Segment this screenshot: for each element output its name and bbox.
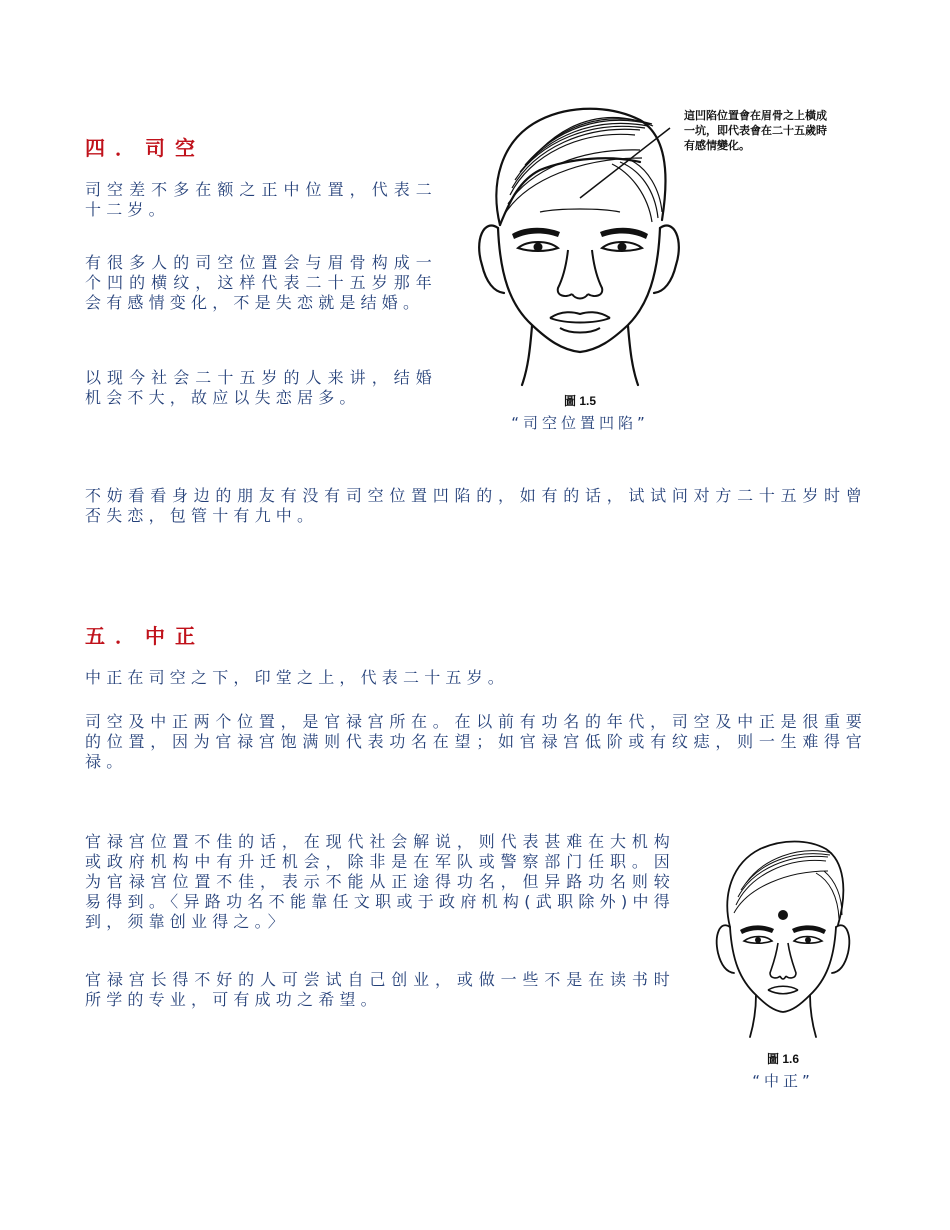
- paragraph: 以现今社会二十五岁的人来讲，结婚机会不大，故应以失恋居多。: [85, 368, 437, 407]
- section-heading-sikong: 四．司空: [85, 136, 205, 160]
- section-heading-zhongzheng: 五．中正: [85, 624, 205, 648]
- face-illustration-zhongzheng: [708, 835, 858, 1040]
- face-illustration-sikong: [470, 100, 690, 390]
- paragraph: 官禄宫位置不佳的话，在现代社会解说，则代表甚难在大机构或政府机构中有升迁机会，除非是在军队或警察部门任职。因为官禄宫位置不佳，表示不能从正途得功名，但异路功名则较易得到。〈异路功名不能靠任文职或于政府机构(武职除外)中得到，须靠创业得之。〉: [85, 832, 675, 931]
- figure-number: 圖 1.6: [766, 1052, 800, 1066]
- figure-annotation: 這凹陷位置會在眉骨之上橫成一坑，即代表會在二十五歲時有感情變化。: [684, 109, 827, 152]
- paragraph: 官禄宫长得不好的人可尝试自己创业，或做一些不是在读书时所学的专业，可有成功之希望。: [85, 970, 675, 1009]
- paragraph: 司空及中正两个位置，是官禄宫所在。在以前有功名的年代，司空及中正是很重要的位置，因为官禄宫饱满则代表功名在望；如官禄宫低阶或有纹痣，则一生难得官禄。: [85, 712, 867, 771]
- paragraph: 中正在司空之下，印堂之上，代表二十五岁。: [85, 668, 510, 687]
- figure-caption: “司空位置凹陷”: [511, 414, 649, 432]
- paragraph: 不妨看看身边的朋友有没有司空位置凹陷的，如有的话，试试问对方二十五岁时曾否失恋，包管十有九中。: [85, 486, 867, 525]
- figure-number: 圖 1.5: [563, 394, 597, 408]
- paragraph: 司空差不多在额之正中位置，代表二十二岁。: [85, 180, 437, 219]
- paragraph: 有很多人的司空位置会与眉骨构成一个凹的横纹，这样代表二十五岁那年会有感情变化，不是失恋就是结婚。: [85, 253, 437, 312]
- figure-caption: “中正”: [752, 1072, 814, 1090]
